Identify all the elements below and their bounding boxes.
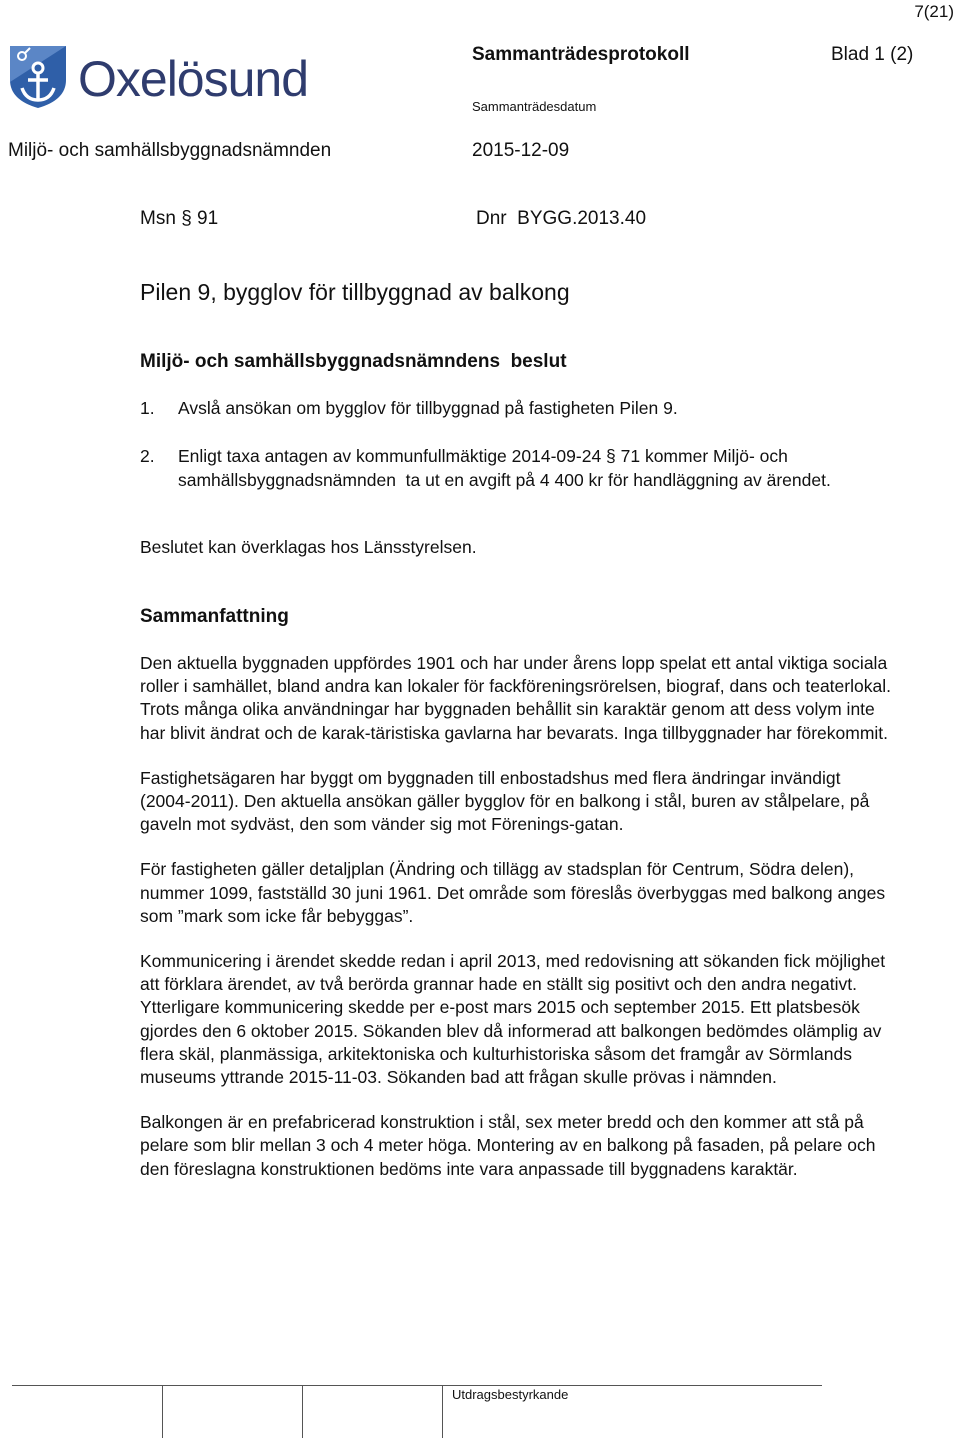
section-icon: § <box>181 208 192 229</box>
decision-list <box>140 396 900 492</box>
signature-box-divider <box>162 1385 163 1438</box>
diary-number: Dnr BYGG.2013.40 <box>476 208 647 229</box>
summary-heading: Sammanfattning <box>140 606 289 627</box>
msn-label: Msn <box>140 208 176 229</box>
summary-paragraph: Fastighetsägaren har byggt om byggnaden till enbostadshus med flera ändringar invändigt (2004-2011). Den aktuella ansökan gäller bygglov för en balkong i stål, buren av stålpelare, på gaveln mot sydväst, den som vänder sig mot Förenings-gatan. <box>140 767 870 835</box>
list-item: 2. Enligt taxa antagen av kommunfullmäktige 2014-09-24 § 71 kommer Miljö- och samhällsbyggnadsnämnden ta ut en avgift på 4 400 kr för handläggning av ärendet. <box>140 446 831 490</box>
list-item: 1. Avslå ansökan om bygglov för tillbyggnad på fastigheten Pilen 9. <box>140 398 678 418</box>
summary-paragraph: Den aktuella byggnaden uppfördes 1901 och har under årens lopp spelat ett antal viktiga sociala roller i samhället, bland andra kan lokaler för fackföreningsrörelsen, biograf, dans och teaterlokal. Trots många olika användningar har byggnaden behållit sin karaktär genom att dess volym inte har blivit ändrat och de karak-täristiska gavlarna har bevarats. Inga tillbyggnader har förekommit. <box>140 653 891 743</box>
committee-name: Miljö- och samhällsbyggnadsnämnden <box>8 140 332 161</box>
summary-paragraph: För fastigheten gäller detaljplan (Ändring och tillägg av stadsplan för Centrum, Södra delen), nummer 1099, fastställd 30 juni 1961. Det område som föreslås överbyggas med balkong anges som ”mark som icke får bebyggas”. <box>140 859 886 926</box>
section-reference <box>140 208 218 230</box>
signature-box-divider <box>302 1385 303 1438</box>
decision-heading: Miljö- och samhällsbyggnadsnämndens beslut <box>140 351 567 372</box>
appeal-notice: Beslutet kan överklagas hos Länsstyrelsen. <box>140 537 477 557</box>
summary-paragraph: Balkongen är en prefabricerad konstruktion i stål, sex meter bredd och den kommer att stå på pelare som blir mellan 3 och 4 meter höga. Montering av en balkong på fasaden, på pelare och den föreslagna konstruktionen bedöms inte vara anpassade till byggnadens karaktär. <box>140 1112 876 1179</box>
matter-title: Pilen 9, bygglov för tillbyggnad av balkong <box>140 279 570 305</box>
signature-box-divider <box>442 1385 443 1438</box>
sheet-number: Blad 1 (2) <box>831 44 914 65</box>
document-type: Sammanträdesprotokoll <box>472 44 690 65</box>
summary-body <box>140 652 892 1203</box>
meeting-date-label: Sammanträdesdatum <box>472 99 597 114</box>
summary-paragraph: Kommunicering i ärendet skedde redan i april 2013, med redovisning att sökanden fick möjlighet att förklara ärendet, av två berörda grannar hade en ställt sig positivt och den andra negativt. Ytterligare kommunicering skedde per e-post mars 2015 och september 2015. Ett platsbesök gjordes den 6 oktober 2015. Sökanden blev då informerad att balkongen bedömdes olämplig av flera skäl, planmässiga, arkitektoniska och kulturhistoriska såsom det framgår av Sörmlands museums yttrande 2015-11-03. Sökanden bad att frågan skulle prövas i nämnden. <box>140 951 886 1088</box>
municipality-logo <box>6 42 326 110</box>
msn-number: 91 <box>197 208 219 229</box>
footer-rule <box>442 1385 822 1386</box>
page-number: 7(21) <box>914 2 954 21</box>
anchor-shield-icon <box>6 42 70 110</box>
certification-label: Utdragsbestyrkande <box>452 1387 569 1402</box>
meeting-date: 2015-12-09 <box>472 140 570 161</box>
footer-rule <box>12 1385 442 1386</box>
logo-wordmark: Oxelösund <box>78 51 309 107</box>
